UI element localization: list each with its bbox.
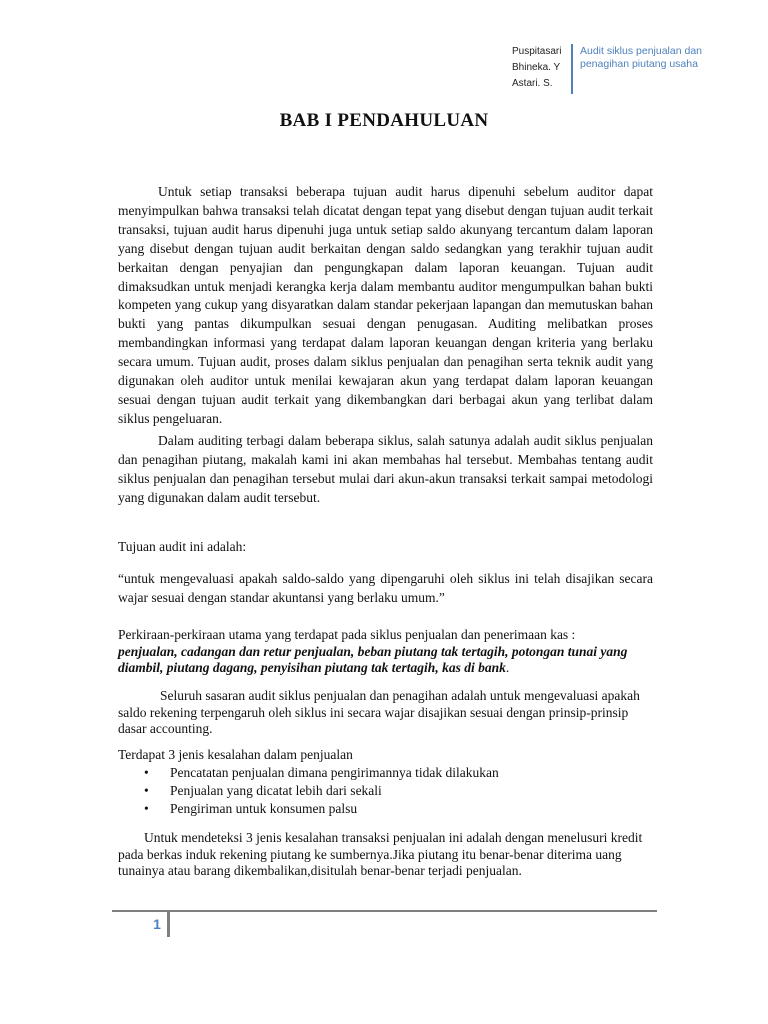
header-topic-line: penagihan piutang usaha xyxy=(580,58,698,70)
errors-section xyxy=(118,746,653,818)
header-divider xyxy=(571,44,573,94)
footer-rule xyxy=(112,910,657,912)
accounts-end: . xyxy=(505,660,510,675)
purpose-intro: Tujuan audit ini adalah: xyxy=(118,539,247,554)
errors-intro: Terdapat 3 jenis kesalahan dalam penjualan xyxy=(118,747,353,762)
accounts-intro: Perkiraan-perkiraan utama yang terdapat pada siklus penjualan dan penerimaan kas : xyxy=(118,627,576,642)
bullet: • xyxy=(144,783,149,798)
bullet: • xyxy=(144,801,149,816)
list-item-text: Pengiriman untuk konsumen palsu xyxy=(170,801,358,816)
list-item-text: Pencatatan penjualan dimana pengirimannya tidak dilakukan xyxy=(170,765,499,780)
list-item xyxy=(118,764,653,782)
errors-list xyxy=(118,764,653,818)
author-name: Puspitasari xyxy=(512,46,562,57)
author-list xyxy=(512,44,572,92)
author-name: Astari. S. xyxy=(512,78,553,89)
accounts-paragraph xyxy=(118,627,653,677)
detection-paragraph: Untuk mendeteksi 3 jenis kesalahan transaksi penjualan ini adalah dengan menelusuri kredit pada berkas induk rekening piutang ke sumbernya.Jika piutang itu benar-benar diterima uang tunainya atau barang dikembalikan,disitulah benar-benar terjadi penjualan. xyxy=(118,830,643,878)
page-number: 1 xyxy=(153,916,161,932)
list-item xyxy=(118,782,653,800)
header-topic-line: Audit siklus penjualan dan xyxy=(580,45,703,57)
chapter-title: BAB I PENDAHULUAN xyxy=(279,110,489,131)
intro-paragraph: Untuk setiap transaksi beberapa tujuan audit harus dipenuhi sebelum auditor dapat menyimpulkan bahwa transaksi telah dicatat dengan tepat yang disebut dengan tujuan audit terkait transaksi, tujuan audit harus dipenuhi juga untuk setiap saldo akunyang tercantum dalam laporan yang disebut dengan tujuan audit berkaitan dengan saldo sedangkan yang terakhir tujuan audit berkaitan dengan penyajian dan pengungkapan dalam laporan keuangan. Tujuan audit dimaksudkan untuk menjadi kerangka kerja dalam membantu auditor mengumpulkan bahan bukti kompeten yang cukup yang disyaratkan dalam standar pekerjaan lapangan dan memutuskan bahan bukti yang pantas dikumpulkan sesuai dengan penugasan. Auditing melibatkan proses membandingkan informasi yang terdapat dalam laporan keuangan dengan kriteria yang berlaku secara umum. Tujuan audit, proses dalam siklus penjualan dan penagihan serta teknik audit yang digunakan oleh auditor untuk menilai kewajaran akun yang terdapat dalam laporan keuangan sesuai dengan tujuan audit terkait yang dikembangkan dari berbagai akun yang terlibat dalam siklus pengeluaran. xyxy=(118,184,653,426)
purpose-quote: “untuk mengevaluasi apakah saldo-saldo yang dipengaruhi oleh siklus ini telah disajikan secara wajar sesuai dengan standar akuntansi yang berlaku umum.” xyxy=(118,571,653,605)
header-topic xyxy=(580,45,730,71)
cycle-paragraph: Dalam auditing terbagi dalam beberapa siklus, salah satunya adalah audit siklus penjualan dan penagihan piutang, makalah kami ini akan membahas hal tersebut. Membahas tentang audit siklus penjualan dan penagihan tersebut mulai dari akun-akun transaksi terkait sampai metodologi yang digunakan dalam audit tersebut. xyxy=(118,433,653,505)
list-item-text: Penjualan yang dicatat lebih dari sekali xyxy=(170,783,382,798)
page-number-divider xyxy=(167,912,170,937)
list-item xyxy=(118,800,653,818)
accounts-list: penjualan, cadangan dan retur penjualan, beban piutang tak tertagih, potongan tunai yang diambil, piutang dagang, penyisihan piutang tak tertagih, kas di bank xyxy=(118,643,628,675)
objective-paragraph: Seluruh sasaran audit siklus penjualan dan penagihan adalah untuk mengevaluasi apakah saldo rekening terpengaruh oleh siklus ini secara wajar disajikan sesuai dengan prinsip-prinsip dasar accounting. xyxy=(118,688,640,736)
author-name: Bhineka. Y xyxy=(512,62,561,73)
bullet: • xyxy=(144,765,149,780)
